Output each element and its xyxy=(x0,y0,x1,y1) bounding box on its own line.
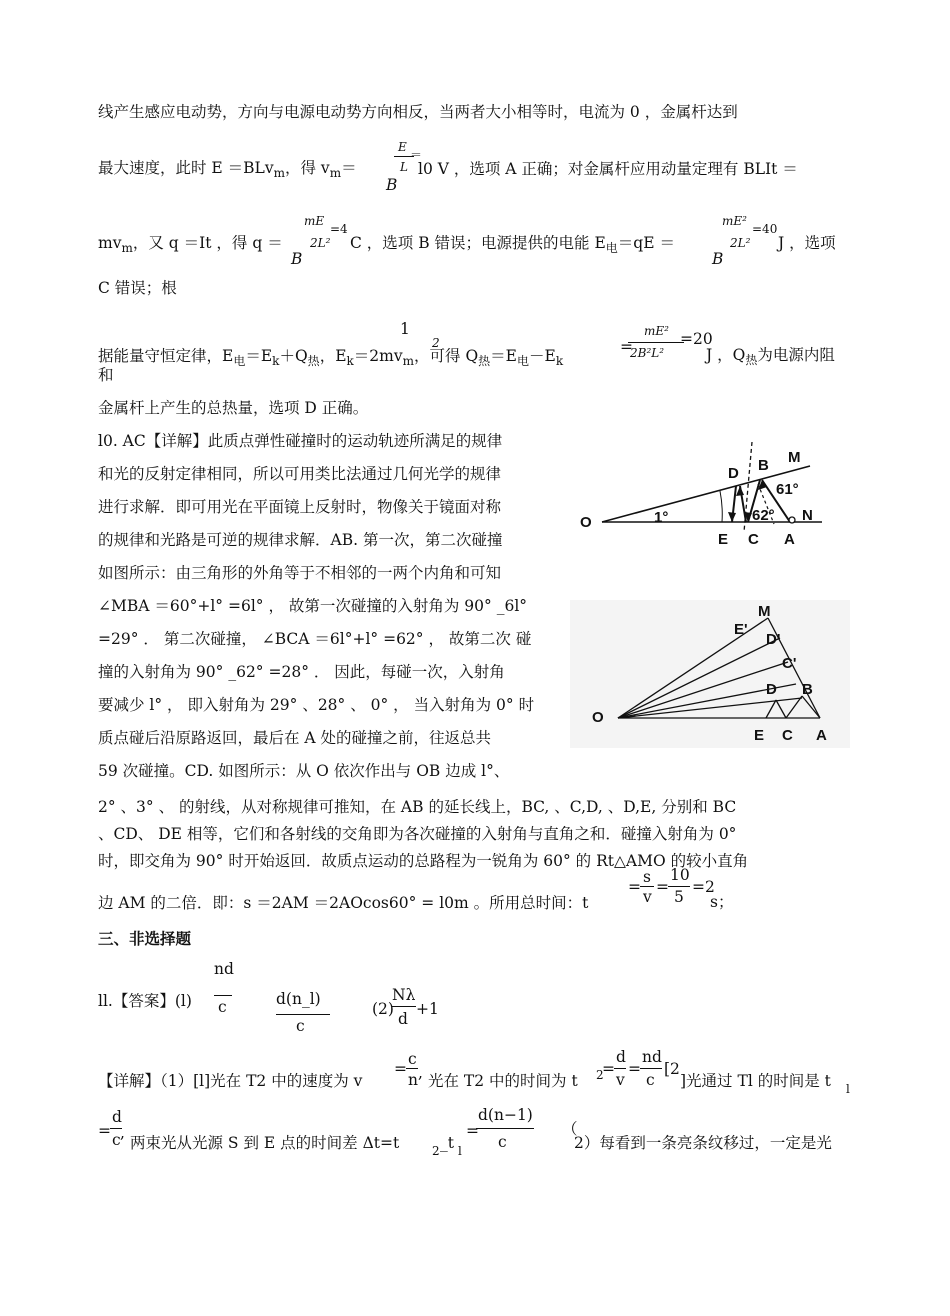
text-line: 如图所示：由三角形的外角等于不相邻的一两个内角和可知 xyxy=(98,564,502,582)
fraction-denominator: c xyxy=(646,1071,655,1089)
fraction-middle: 2L² xyxy=(730,236,751,250)
subscript: l xyxy=(458,1144,462,1158)
text-line xyxy=(98,233,283,258)
fraction-bar xyxy=(614,1068,626,1069)
text-segment: J ，选项 xyxy=(778,234,836,252)
equals-sign: = xyxy=(394,1060,407,1078)
text-line: 和光的反射定律相同，所以可用类比法通过几何光学的规律 xyxy=(98,465,502,483)
fraction-bar xyxy=(214,995,232,996)
subscript: m xyxy=(121,241,133,256)
text-segment: ＋Q xyxy=(279,347,308,365)
text-segment: ，可得 Q xyxy=(414,347,479,365)
fraction-denominator: c xyxy=(498,1133,507,1151)
text-line: 、CD、 DE 相等，它们和各射线的交角即为各次碰撞的入射角与直角之和．碰撞入射角为 0° xyxy=(98,825,737,843)
fraction-denominator: B xyxy=(386,176,398,194)
label-E: E xyxy=(754,727,765,744)
subscript: m xyxy=(273,166,285,181)
superscript: 2 xyxy=(432,336,440,350)
text-segment: 两束光从光源 S 到 E 点的时间差 Δt=t xyxy=(130,1134,400,1152)
text-line: 时，即交角为 90° 时开始返回．故质点运动的总路程为一锐角为 60° 的 Rt△AMO 的较小直角 xyxy=(98,852,749,870)
fraction-numerator: Nλ xyxy=(392,986,416,1004)
fraction-numerator: d xyxy=(112,1108,122,1126)
text-line: 撞的入射角为 90° _62° =28° ． 因此，每碰一次，入射角 xyxy=(98,663,505,681)
text-segment: ，E xyxy=(319,347,347,365)
text-segment: 【详解】（1）[l]光在 T2 中的速度为 v xyxy=(98,1072,363,1090)
label-D: D xyxy=(728,465,739,482)
superscript: 2 xyxy=(596,1068,604,1082)
text-segment: ＝ xyxy=(341,159,357,177)
label-O: O xyxy=(580,514,592,531)
fraction-middle: 2L² xyxy=(310,236,331,250)
fraction-numerator: E xyxy=(398,140,407,154)
text-segment: [2 xyxy=(664,1060,680,1078)
text-line: C 错误；根 xyxy=(98,279,177,297)
fraction-bar xyxy=(476,1128,534,1129)
text-segment: J ，Q xyxy=(706,346,746,364)
subscript: 电 xyxy=(233,354,246,369)
text-line: 59 次碰撞。CD. 如图所示：从 O 依次作出与 OB 边成 l°、 xyxy=(98,762,510,780)
figure-reflection-2 xyxy=(570,600,850,748)
text-segment xyxy=(706,346,835,369)
fraction-denominator: B xyxy=(712,250,724,268)
fraction-denominator: c xyxy=(296,1017,305,1035)
label-M: M xyxy=(758,603,771,620)
subscript: m xyxy=(329,166,342,181)
text-line xyxy=(98,346,563,371)
equals-sign: = xyxy=(98,1122,111,1140)
fraction-denominator: c xyxy=(112,1131,121,1149)
subscript: m xyxy=(402,354,415,369)
text-segment: －E xyxy=(529,347,556,365)
subscript: k xyxy=(272,354,280,369)
text-line: 边 AM 的二倍．即：s ＝2AM ＝2AOcos60° = l0m 。所用总时间：t xyxy=(98,894,589,912)
point-A-marker xyxy=(789,517,795,523)
equals-sign: =4 xyxy=(330,222,348,236)
text-line: ∠MBA ＝60°+l° =6l° ， 故第一次碰撞的入射角为 90° _6l° xyxy=(98,597,528,615)
label-D-prime: D' xyxy=(766,631,781,648)
fraction-denominator: n xyxy=(408,1071,418,1089)
angle-arc xyxy=(720,491,722,522)
fraction-denominator: v xyxy=(643,888,652,906)
subscript: 电 xyxy=(517,354,530,369)
label-E-prime: E' xyxy=(734,621,748,638)
label-B: B xyxy=(802,681,813,698)
fraction-numerator: s xyxy=(643,868,651,886)
figure-background xyxy=(570,600,850,748)
fraction-denominator: 5 xyxy=(674,888,684,906)
subscript: l xyxy=(846,1082,850,1096)
section-heading: 三、非选择题 xyxy=(98,930,192,948)
fraction-bar xyxy=(628,342,684,343)
equals-sign: =40 xyxy=(752,222,778,236)
fraction-denominator: c xyxy=(218,998,227,1016)
subscript: 电 xyxy=(605,241,618,256)
figure-reflection-1 xyxy=(572,440,842,550)
text-segment: s； xyxy=(710,893,734,911)
text-segment: l0 V ，选项 A 正确；对金属杆应用动量定理有 BLIt ＝ xyxy=(418,160,798,178)
subscript: k xyxy=(346,354,354,369)
fraction-bar xyxy=(276,1014,330,1015)
label-A: A xyxy=(784,531,795,548)
text-line: 要减少 l° ， 即入射角为 29° 、28° 、 0° ， 当入射角为 0° 时 xyxy=(98,696,535,714)
text-segment: 为电源内阻 xyxy=(757,346,835,364)
label-1deg: 1° xyxy=(654,509,669,526)
text-segment xyxy=(350,234,675,257)
fraction-numerator: mE xyxy=(304,214,325,228)
fraction-numerator: d xyxy=(616,1048,626,1066)
text-line: 2° 、3° 、 的射线，从对称规律可推知，在 AB 的延长线上，BC, 、C,D, 、D,E, 分别和 BC xyxy=(98,798,737,816)
text-line: 进行求解．即可用光在平面镜上反射时，物像关于镜面对称 xyxy=(98,498,502,516)
text-segment: ＝E xyxy=(490,347,517,365)
fraction-bar xyxy=(392,1006,416,1007)
label-C-prime: C' xyxy=(782,655,797,672)
text-line: l0. AC【详解】此质点弹性碰撞时的运动轨迹所满足的规律 xyxy=(98,432,503,450)
text-segment: ＝2mv xyxy=(353,347,403,365)
label-C: C xyxy=(782,727,793,744)
label-62deg: 62° xyxy=(752,507,775,524)
label-D: D xyxy=(766,681,777,698)
subscript: k xyxy=(555,354,564,369)
subscript: 热 xyxy=(745,353,758,368)
label-E: E xyxy=(718,531,729,548)
subscript: 2 xyxy=(432,1144,440,1158)
subscript: 热 xyxy=(307,354,320,369)
label-C: C xyxy=(748,531,759,548)
fraction-numerator: d(n_l) xyxy=(276,990,321,1008)
fraction-bar xyxy=(406,1068,418,1069)
text-line xyxy=(98,158,357,183)
label-A: A xyxy=(816,727,827,744)
text-segment: C ，选项 B 错误；电源提供的电能 E xyxy=(350,234,606,252)
text-line: 和 xyxy=(98,366,114,384)
text-segment: ，得 v xyxy=(285,159,330,177)
fraction-bar xyxy=(640,886,654,887)
text-segment: 光在 T2 中的时间为 t xyxy=(428,1072,578,1090)
fraction-denominator: v xyxy=(616,1071,625,1089)
text-line: 金属杆上产生的总热量，选项 D 正确。 xyxy=(98,399,369,417)
fraction-numerator: nd xyxy=(214,960,234,978)
text-segment: 据能量守恒定律，E xyxy=(98,347,234,365)
equals-sign: = xyxy=(656,878,669,896)
text-segment: , xyxy=(120,1124,125,1142)
text-line: 线产生感应电动势，方向与电源电动势方向相反，当两者大小相等时，电流为 0 ，金属杆达到 xyxy=(98,103,738,121)
text-segment: ]光通过 Tl 的时间是 t xyxy=(680,1072,831,1090)
fraction-numerator: nd xyxy=(642,1048,662,1066)
text-segment: 最大速度，此时 E ＝BLv xyxy=(98,159,274,177)
label-N: N xyxy=(802,507,813,524)
equals-sign: = xyxy=(628,878,641,896)
equals-sign: = xyxy=(620,338,633,356)
fraction-denominator: B xyxy=(291,250,303,268)
text-line: =29° ． 第二次碰撞， ∠BCA ＝6l°+l° =62° ， 故第二次 碰 xyxy=(98,630,532,648)
text-segment: （ xyxy=(562,1120,578,1138)
arrow-head xyxy=(736,486,744,496)
fraction-bar xyxy=(668,886,690,887)
text-segment: ，又 q ＝It ，得 q ＝ xyxy=(132,234,283,252)
text-segment: 2）每看到一条亮条纹移过，一定是光 xyxy=(574,1134,832,1152)
fraction-denominator: 2B²L² xyxy=(630,346,665,360)
label-61deg: 61° xyxy=(776,481,799,498)
fraction-bar xyxy=(394,156,414,157)
arrow-head xyxy=(728,512,736,522)
fraction-bar xyxy=(640,1068,662,1069)
fraction-numerator: mE² xyxy=(722,214,747,228)
answer-label: ll.【答案】(l) xyxy=(98,992,192,1010)
fraction-numerator: mE² xyxy=(644,324,669,338)
text-segment: ＝E xyxy=(245,347,273,365)
text-segment: ＝qE ＝ xyxy=(617,234,675,252)
label-O: O xyxy=(592,709,604,726)
equals-sign: =20 xyxy=(680,330,713,348)
equals-sign: =2 xyxy=(692,878,715,896)
fraction-numerator: d(n−1) xyxy=(478,1106,533,1124)
equals-sign: = xyxy=(466,1122,479,1140)
label-B: B xyxy=(758,457,769,474)
equals-sign: = xyxy=(628,1060,641,1078)
text-segment: , xyxy=(418,1064,423,1082)
text-segment: +1 xyxy=(416,1000,439,1018)
answer-part-label: (2) xyxy=(372,1000,394,1018)
text-line: 质点碰后沿原路返回，最后在 A 处的碰撞之前，往返总共 xyxy=(98,729,492,747)
label-M: M xyxy=(788,449,801,466)
fraction-numerator: 1 xyxy=(400,320,410,338)
subscript: 热 xyxy=(478,354,491,369)
fraction-middle: L xyxy=(400,160,408,174)
text-line: 的规律和光路是可逆的规律求解．AB. 第一次，第二次碰撞 xyxy=(98,531,503,549)
equals-sign: = xyxy=(602,1060,615,1078)
text-segment: _t xyxy=(440,1134,454,1152)
equals-sign: ＝ xyxy=(410,148,423,162)
fraction-denominator: d xyxy=(398,1010,408,1028)
fraction-numerator: 10 xyxy=(670,866,690,884)
text-segment: mv xyxy=(98,234,122,252)
fraction-numerator: c xyxy=(408,1050,417,1068)
